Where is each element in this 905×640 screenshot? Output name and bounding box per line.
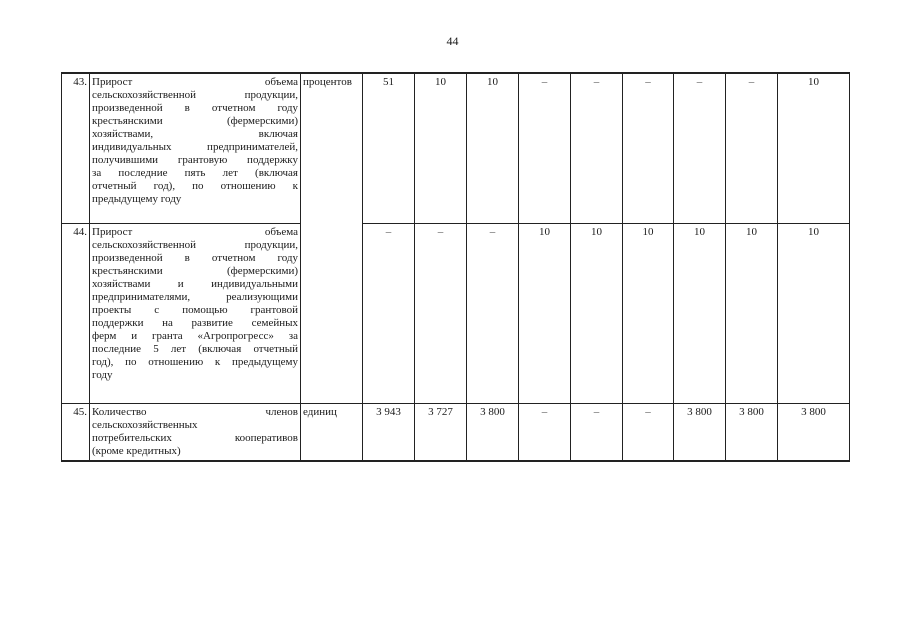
indicator-name-line: последние 5 лет (включая отчетный: [92, 342, 298, 355]
indicator-name-line: произведенной в отчетном году: [92, 102, 298, 114]
indicator-name-line: индивидуальных предпринимателей,: [92, 141, 298, 153]
indicator-name-line: крестьянскими (фермерскими): [92, 264, 298, 277]
indicator-name-line: год), по отношению к предыдущему: [92, 355, 298, 368]
indicator-name-line: потребительских кооперативов: [92, 431, 298, 444]
indicator-name-line: проекты с помощью грантовой: [92, 303, 298, 316]
value-cell: –: [623, 403, 674, 461]
indicator-name-line: ферм и гранта «Агропрогресс» за: [92, 329, 298, 342]
value-cell: 10: [467, 73, 519, 223]
page-number: 44: [446, 34, 459, 48]
table-row: [62, 73, 850, 223]
row-number: 44.: [62, 223, 90, 403]
value-cell: 10: [519, 223, 571, 403]
value-cell: –: [519, 403, 571, 461]
indicator-name-line: предыдущему году: [92, 193, 182, 205]
indicator-name: [90, 223, 301, 403]
table-body: [62, 73, 850, 461]
indicator-name-line: сельскохозяйственной продукции,: [92, 238, 298, 251]
value-cell: 10: [571, 223, 623, 403]
indicator-name-line: хозяйствами, включая: [92, 128, 298, 140]
value-cell: 3 800: [674, 403, 726, 461]
unit-of-measure: процентов: [301, 73, 363, 223]
value-cell: –: [623, 73, 674, 223]
value-cell: –: [571, 403, 623, 461]
value-cell: –: [363, 223, 415, 403]
indicator-name-line: (кроме кредитных): [92, 444, 181, 457]
value-cell: 3 727: [415, 403, 467, 461]
value-cell: 10: [778, 73, 850, 223]
indicator-name-line: поддержки на развитие семейных: [92, 316, 298, 329]
row-number: 43.: [62, 73, 90, 223]
value-cell: 10: [778, 223, 850, 403]
value-cell: –: [726, 73, 778, 223]
row-number: 45.: [62, 403, 90, 461]
value-cell: –: [519, 73, 571, 223]
table-row: [62, 403, 850, 461]
value-cell: –: [674, 73, 726, 223]
indicator-name-line: Прирост объема: [92, 76, 298, 88]
table-row: [62, 223, 850, 403]
indicators-table: [61, 72, 850, 462]
indicator-name-line: предпринимателями, реализующими: [92, 290, 298, 303]
indicator-name-line: произведенной в отчетном году: [92, 251, 298, 264]
indicator-name-line: сельскохозяйственной продукции,: [92, 89, 298, 101]
value-cell: 3 800: [778, 403, 850, 461]
value-cell: 3 800: [726, 403, 778, 461]
value-cell: –: [571, 73, 623, 223]
value-cell: 3 800: [467, 403, 519, 461]
value-cell: 10: [415, 73, 467, 223]
indicator-name-line: хозяйствами и индивидуальными: [92, 277, 298, 290]
indicator-name-line: крестьянскими (фермерскими): [92, 115, 298, 127]
unit-of-measure: [301, 223, 363, 403]
value-cell: –: [467, 223, 519, 403]
value-cell: 10: [726, 223, 778, 403]
indicator-name-line: Количество членов: [92, 405, 298, 418]
indicator-name-line: за последние пять лет (включая: [92, 167, 298, 179]
value-cell: 3 943: [363, 403, 415, 461]
indicator-name-line: году: [92, 368, 113, 381]
indicator-name-line: отчетный год), по отношению к: [92, 180, 298, 192]
indicator-name: [90, 73, 301, 223]
value-cell: 10: [674, 223, 726, 403]
indicator-name: [90, 403, 301, 461]
indicator-name-line: Прирост объема: [92, 225, 298, 238]
indicator-name-line: сельскохозяйственных: [92, 418, 198, 431]
value-cell: 51: [363, 73, 415, 223]
value-cell: 10: [623, 223, 674, 403]
unit-of-measure: единиц: [301, 403, 363, 461]
value-cell: –: [415, 223, 467, 403]
indicator-name-line: получившими грантовую поддержку: [92, 154, 298, 166]
